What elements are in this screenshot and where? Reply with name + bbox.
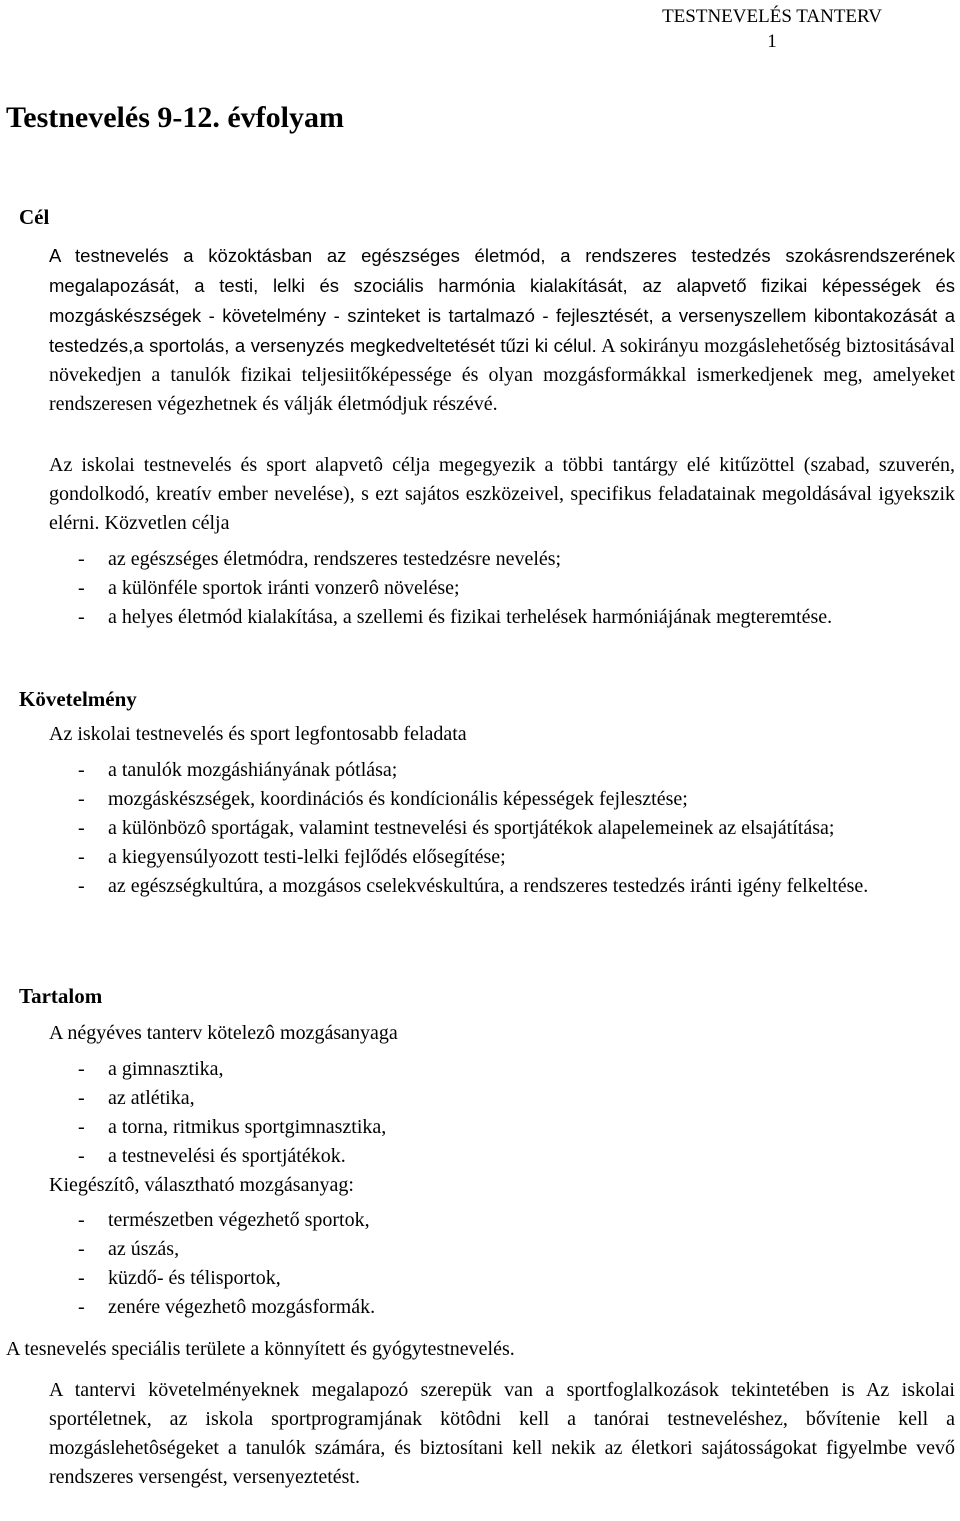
section-heading-tartalom: Tartalom [19,984,103,1008]
tartalom-intro-2: Kiegészítô, választható mozgásanyag: [49,1174,354,1196]
list-item: - a testnevelési és sportjátékok. [49,1142,955,1171]
section-heading-kovetelmeny: Követelmény [19,687,137,711]
list-item: - az egészséges életmódra, rendszeres testedzésre nevelés; [49,545,955,574]
document-title: Testnevelés 9-12. évfolyam [6,101,344,134]
tartalom-intro: A négyéves tanterv kötelezô mozgásanyaga [49,1022,398,1044]
cel-serif-text: A sokirányu mozgáslehetőség biztositásával növekedjen a tanulók fizikai teljesiitőképessége és olyan mozgásformákkal ismerkedjenek meg, amelyeket rendszeresen végezhetnek és válják életmódjuk részévé. [49,335,955,415]
list-item: - küzdő- és télisportok, [49,1264,955,1293]
kovetelmeny-list [49,756,955,901]
cel-paragraph-2: Az iskolai testnevelés és sport alapvetô célja megegyezik a többi tantárgy elé kitűzöttel (szabad, szuverén, gondolkodó, kreatív ember nevelése), s ezt sajátos eszközeivel, specifikus feladatainak megoldásával igyekszik elérni. Közvetlen célja [49,454,955,534]
list-item: - zenére végezhetô mozgásformák. [49,1293,955,1322]
cel-sans-text: A testnevelés a közoktásban az egészséges életmód, a rendszeres testedzés szokásrendszerének megalapozását, a testi, lelki és szociális harmónia kialakítását, az alapvető fizikai képességek és mozgáskészségek - követelmény - szinteket is tartalmazó - fejlesztését, a versenyszellem kibontakozását a testedzés,a sportolás, a versenyzés megkedveltetését tűzi ki célul. [49,245,955,356]
list-item: - az úszás, [49,1235,955,1264]
list-item: - a különbözô sportágak, valamint testnevelési és sportjátékok alapelemeinek az elsajátítása; [49,814,955,843]
cel-goals-list [49,545,955,632]
kovetelmeny-intro: Az iskolai testnevelés és sport legfontosabb feladata [49,723,467,745]
cel-paragraph-1 [49,241,955,419]
special-area-text: A tesnevelés speciális területe a könnyített és gyógytestnevelés. [6,1338,515,1360]
tartalom-list-2 [49,1206,955,1322]
list-item: - a helyes életmód kialakítása, a szellemi és fizikai terhelések harmóniájának megteremtése. [49,603,955,632]
running-header [592,4,952,54]
tartalom-list [49,1055,955,1171]
list-item: - a különféle sportok iránti vonzerô növelése; [49,574,955,603]
list-item: - a torna, ritmikus sportgimnasztika, [49,1113,955,1142]
section-heading-cel: Cél [19,205,50,229]
list-item: - a kiegyensúlyozott testi-lelki fejlődés elősegítése; [49,843,955,872]
list-item: - az egészségkultúra, a mozgásos cselekvéskultúra, a rendszeres testedzés iránti igény felkeltése. [49,872,955,901]
list-item: - mozgáskészségek, koordinációs és kondícionális képességek fejlesztése; [49,785,955,814]
list-item: - a tanulók mozgáshiányának pótlása; [49,756,955,785]
list-item: - az atlétika, [49,1084,955,1113]
final-paragraph: A tantervi követelményeknek megalapozó szerepük van a sportfoglalkozások tekintetében is Az iskolai sportéletnek, az iskola sportprogramjának kötôdni kell a tanórai testneveléshez, bővítenie kell a mozgáslehetôségeket a tanulók számára, és biztosítani kell nekik az életkori sajátosságokat figyelmbe vevő rendszeres versengést, versenyeztetést. [49,1379,955,1488]
list-item: - a gimnasztika, [49,1055,955,1084]
header-title: TESTNEVELÉS TANTERV [662,6,882,27]
page-number: 1 [767,31,777,52]
list-item: - természetben végezhető sportok, [49,1206,955,1235]
